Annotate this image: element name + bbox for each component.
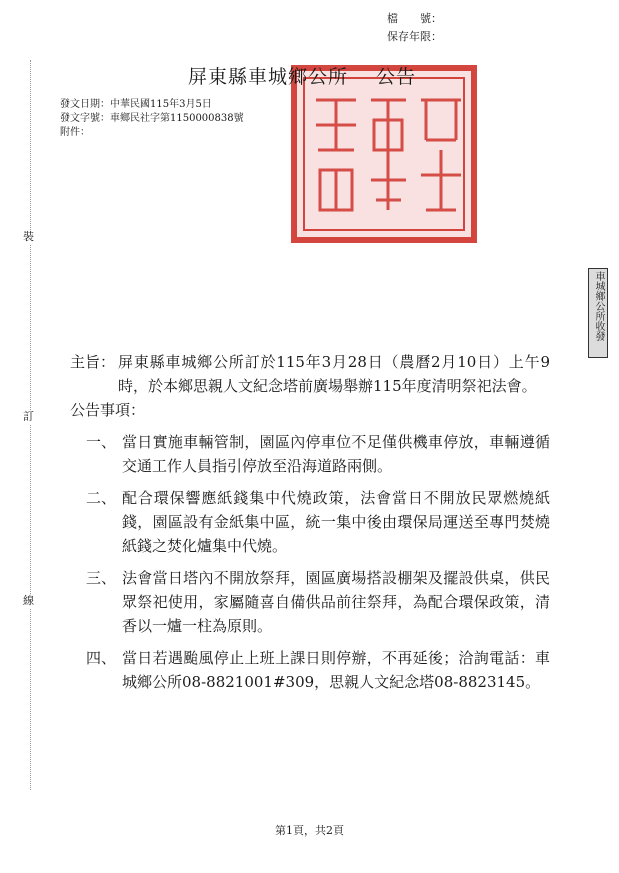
file-number-label: 檔 號： bbox=[387, 12, 442, 25]
matter-text: 法會當日塔內不開放祭拜，園區廣場搭設棚架及擺設供桌，供民眾祭祀使用，家屬隨喜自備供品前往祭拜，為配合環保政策，清香以一爐一柱為原則。 bbox=[122, 569, 550, 635]
seal-text: 屏東縣車城鄉公所印 bbox=[286, 60, 295, 61]
subject-section bbox=[70, 350, 550, 398]
binding-line bbox=[23, 60, 34, 790]
receipt-stamp bbox=[588, 268, 608, 358]
matter-text: 配合環保響應紙錢集中代燒政策，法會當日不開放民眾燃燒紙錢，園區設有金紙集中區，統一集中後由環保局運送至專門焚燒紙錢之焚化爐集中代燒。 bbox=[122, 489, 550, 555]
matter-number: 三、 bbox=[86, 569, 117, 587]
doc-type: 公告 bbox=[376, 66, 417, 88]
matter-item bbox=[70, 486, 550, 558]
retention-label: 保存年限： bbox=[387, 30, 442, 43]
issue-meta bbox=[60, 98, 244, 140]
matters-label: 公告事項： bbox=[70, 401, 146, 419]
attachment-label: 附件： bbox=[60, 127, 90, 138]
org-name: 屏東縣車城鄉公所 bbox=[188, 66, 349, 88]
binding-mark-middle: 訂 bbox=[23, 410, 34, 423]
file-meta bbox=[387, 10, 442, 46]
issue-number: 發文字號：車鄉民社字第1150000838號 bbox=[60, 113, 244, 124]
matter-item bbox=[70, 430, 550, 478]
matter-item bbox=[70, 566, 550, 638]
receipt-stamp-text: 車城鄉公所收發 bbox=[593, 271, 604, 341]
subject-label: 主旨： bbox=[70, 353, 116, 371]
matter-text: 當日若遇颱風停止上班上課日則停辦，不再延後；洽詢電話：車城鄉公所08-8821001#309，思親人文紀念塔08-8823145。 bbox=[122, 649, 550, 691]
subject-text: 屏東縣車城鄉公所訂於115年3月28日（農曆2月10日）上午9時，於本鄉思親人文紀念塔前廣場舉辦115年度清明祭祀法會。 bbox=[118, 353, 550, 395]
matter-number: 二、 bbox=[86, 489, 117, 507]
page-number: 第1頁，共2頁 bbox=[275, 824, 344, 837]
document-title bbox=[188, 62, 416, 89]
matter-number: 四、 bbox=[86, 649, 117, 667]
matter-item bbox=[70, 646, 550, 694]
issue-date: 發文日期：中華民國115年3月5日 bbox=[60, 99, 212, 110]
document-body bbox=[70, 350, 550, 694]
matter-number: 一、 bbox=[86, 433, 117, 451]
matter-text: 當日實施車輛管制，園區內停車位不足僅供機車停放，車輛遵循交通工作人員指引停放至沿海道路兩側。 bbox=[122, 433, 550, 475]
binding-mark-bottom: 線 bbox=[23, 594, 34, 607]
binding-mark-top: 裝 bbox=[23, 230, 34, 243]
